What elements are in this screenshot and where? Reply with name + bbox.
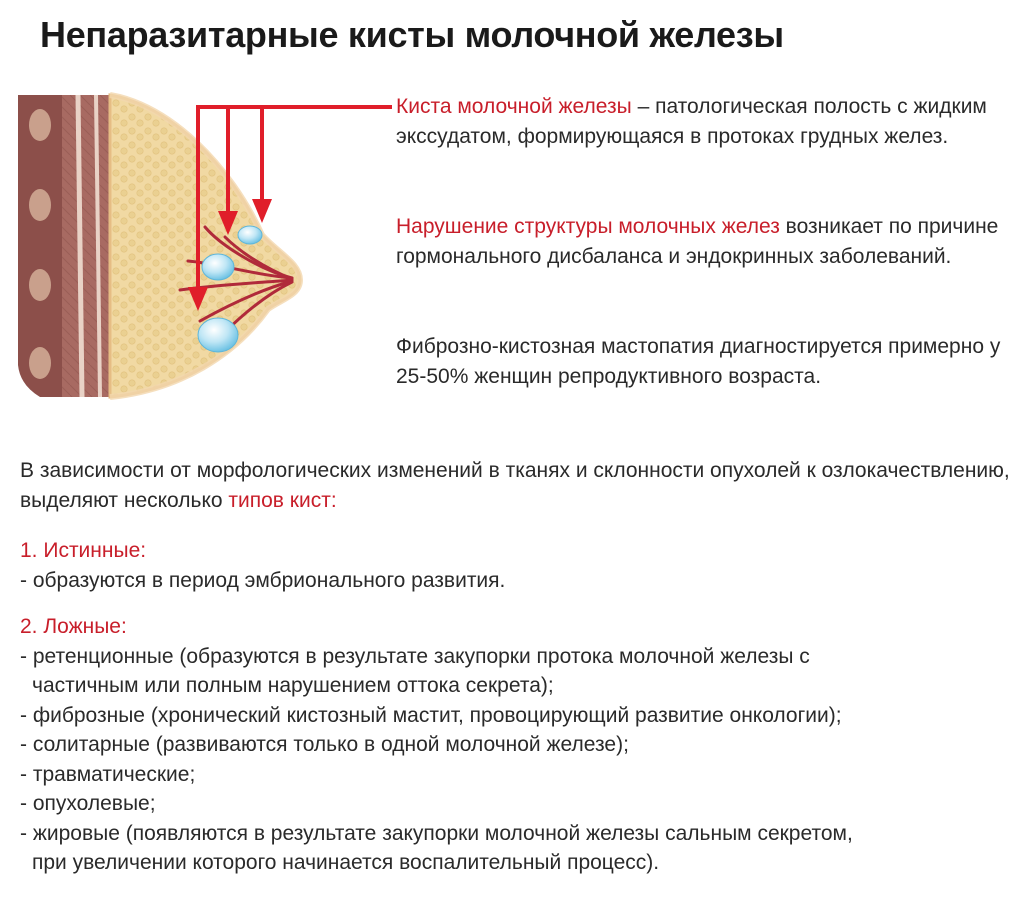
rib xyxy=(29,269,51,301)
list-item: - травматические; xyxy=(20,762,196,786)
cyst xyxy=(202,254,234,280)
term-cyst-types: типов кист: xyxy=(228,488,337,512)
list-item-continuation: частичным или полным нарушением оттока секрета); xyxy=(32,674,554,697)
list-item: - фиброзные (хронический кистозный мастит, провоцирующий развитие онкологии); xyxy=(20,703,842,727)
section-heading: 1. Истинные: xyxy=(20,539,147,562)
section-heading: 2. Ложные: xyxy=(20,615,127,638)
term-cyst: Киста молочной железы xyxy=(396,95,632,118)
lead-text: В зависимости от морфологических изменений в тканях и склонности опухолей к озлокачествлению, выделяют несколько xyxy=(20,459,1010,512)
statistics-paragraph: Фиброзно-кистозная мастопатия диагностируется примерно у 25-50% женщин репродуктивного возраста. xyxy=(396,335,1001,388)
list-item: - жировые (появляются в результате закупорки молочной железы сальным секретом, xyxy=(20,821,853,845)
rib xyxy=(29,109,51,141)
rib xyxy=(29,347,51,379)
lead-paragraph xyxy=(20,456,1010,515)
definition-text: – патологическая полость с жидким экссудатом, формирующаяся в протоках грудных желез. xyxy=(396,95,987,148)
cause-text: возникает по причине гормонального дисбаланса и эндокринных заболеваний. xyxy=(396,215,999,268)
breast-cross-section-diagram xyxy=(0,85,400,405)
list-item: - солитарные (развиваются только в одной молочной железе); xyxy=(20,733,629,756)
page-title: Непаразитарные кисты молочной железы xyxy=(40,14,784,55)
list-item: - опухолевые; xyxy=(20,792,156,815)
definition-paragraph xyxy=(396,92,1016,152)
pectoral-muscle xyxy=(62,95,110,397)
cyst xyxy=(238,226,262,244)
list-item-continuation: при увеличении которого начинается воспалительный процесс). xyxy=(32,851,660,874)
section-false-cysts xyxy=(20,612,1010,878)
list-item: - ретенционные (образуются в результате закупорки протока молочной железы с xyxy=(20,644,810,668)
section-true-cysts xyxy=(20,536,1010,595)
list-item: - образуются в период эмбрионального развития. xyxy=(20,568,506,592)
rib xyxy=(29,189,51,221)
cause-paragraph xyxy=(396,212,1016,272)
cyst xyxy=(198,318,238,352)
term-structure-disorder: Нарушение структуры молочных желез xyxy=(396,215,780,238)
